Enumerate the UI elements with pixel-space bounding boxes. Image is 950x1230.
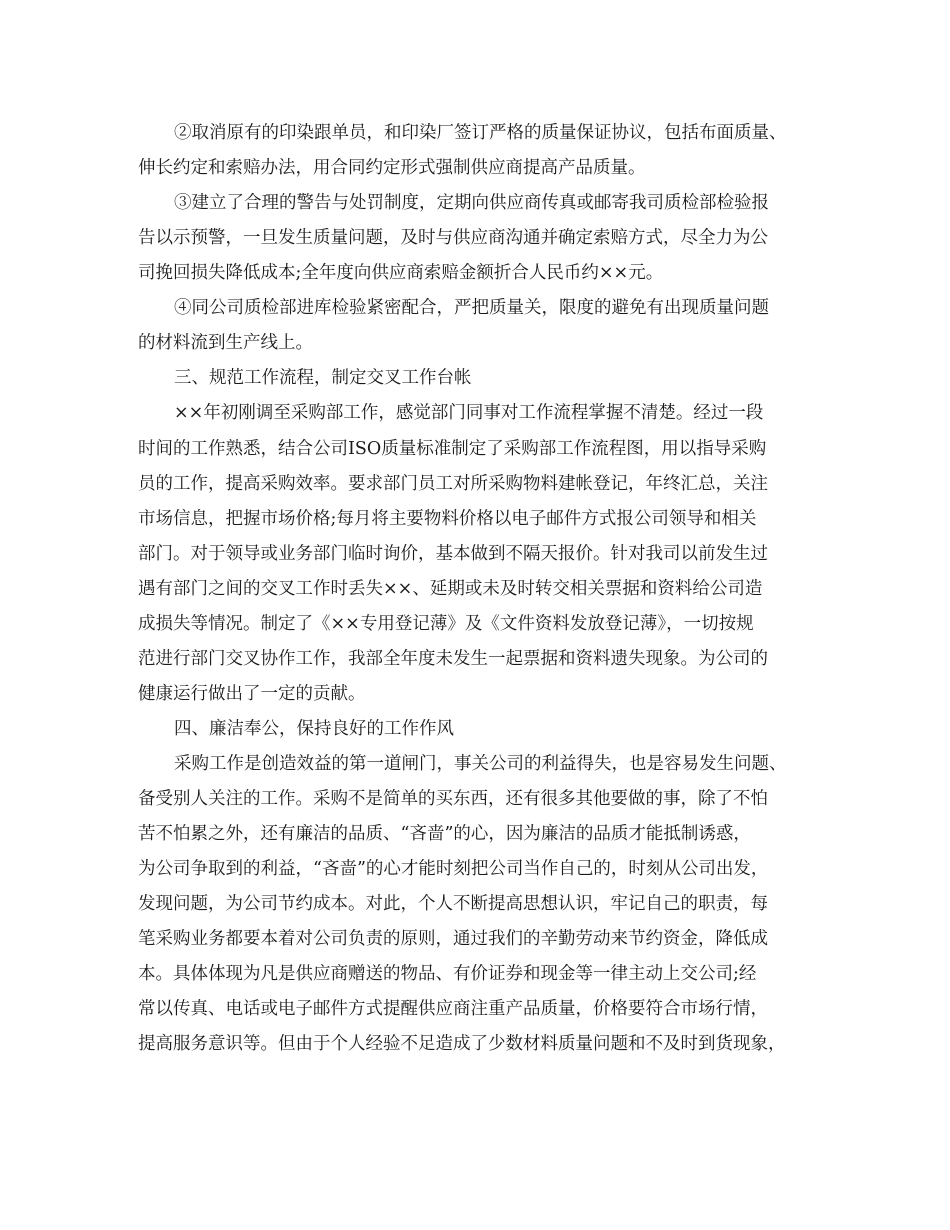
text-line-content: 本。具体体现为凡是供应商赠送的物品、有价证券和现金等一律主动上交公司;经 bbox=[138, 964, 757, 984]
text-line-content: 发现问题，为公司节约成本。对此，个人不断提高思想认识，牢记自己的职责，每 bbox=[138, 894, 768, 914]
text-line bbox=[0, 187, 950, 219]
text-line-content: 笔采购业务都要本着对公司负责的原则，通过我们的辛勤劳动来节约资金，降低成 bbox=[138, 929, 768, 949]
text-line-content: 司挽回损失降低成本;全年度向供应商索赔金额折合人民币约××元。 bbox=[138, 263, 664, 283]
text-line bbox=[0, 573, 950, 605]
text-line bbox=[0, 222, 950, 254]
text-line-content: ③建立了合理的警告与处罚制度，定期向供应商传真或邮寄我司质检部检验报 bbox=[174, 193, 769, 213]
text-line bbox=[0, 993, 950, 1025]
text-line bbox=[0, 257, 950, 289]
text-line-content: 成损失等情况。制定了《××专用登记薄》及《文件资料发放登记薄》，一切按规 bbox=[138, 614, 754, 634]
text-line-content: ④同公司质检部进库检验紧密配合，严把质量关，限度的避免有出现质量问题 bbox=[174, 298, 769, 318]
text-line bbox=[0, 503, 950, 535]
text-line-content: 时间的工作熟悉，结合公司ISO质量标准制定了采购部工作流程图，用以指导采购 bbox=[138, 439, 767, 459]
text-line bbox=[0, 678, 950, 710]
text-line-content: ②取消原有的印染跟单员，和印染厂签订严格的质量保证协议，包括布面质量、 bbox=[174, 123, 787, 143]
text-line-content: 市场信息，把握市场价格;每月将主要物料价格以电子邮件方式报公司领导和相关 bbox=[138, 509, 757, 529]
text-line-content: 健康运行做出了一定的贡献。 bbox=[138, 684, 366, 704]
text-line bbox=[0, 888, 950, 920]
text-line-content: 提高服务意识等。但由于个人经验不足造成了少数材料质量问题和不及时到货现象， bbox=[138, 1034, 786, 1054]
text-line bbox=[0, 538, 950, 570]
text-line-content: 部门。对于领导或业务部门临时询价，基本做到不隔天报价。针对我司以前发生过 bbox=[138, 544, 768, 564]
text-line-content: ××年初刚调至采购部工作，感觉部门同事对工作流程掌握不清楚。经过一段 bbox=[174, 403, 764, 423]
section-heading bbox=[0, 362, 950, 394]
text-line bbox=[0, 853, 950, 885]
section-heading-text: 四、廉洁奉公，保持良好的工作作风 bbox=[174, 719, 454, 739]
text-line bbox=[0, 117, 950, 149]
text-line-content: 为公司争取到的利益，“吝啬”的心才能时刻把公司当作自己的，时刻从公司出发， bbox=[138, 859, 769, 879]
section-heading bbox=[0, 713, 950, 745]
text-line-content: 的材料流到生产线上。 bbox=[138, 333, 313, 353]
text-line-content: 告以示预警，一旦发生质量问题，及时与供应商沟通并确定索赔方式，尽全力为公 bbox=[138, 228, 768, 248]
text-line bbox=[0, 923, 950, 955]
text-line-content: 常以传真、电话或电子邮件方式提醒供应商注重产品质量，价格要符合市场行情， bbox=[138, 999, 768, 1019]
text-line bbox=[0, 818, 950, 850]
text-line bbox=[0, 292, 950, 324]
text-line bbox=[0, 433, 950, 465]
text-line-content: 采购工作是创造效益的第一道闸门，事关公司的利益得失，也是容易发生问题、 bbox=[174, 754, 787, 774]
text-line-content: 遇有部门之间的交叉工作时丢失××、延期或未及时转交相关票据和资料给公司造 bbox=[138, 579, 763, 599]
text-line bbox=[0, 643, 950, 675]
text-line bbox=[0, 152, 950, 184]
text-line-content: 备受别人关注的工作。采购不是简单的买东西，还有很多其他要做的事，除了不怕 bbox=[138, 789, 768, 809]
text-line bbox=[0, 748, 950, 780]
text-line-content: 苦不怕累之外，还有廉洁的品质、“吝啬”的心，因为廉洁的品质才能抵制诱惑， bbox=[138, 824, 751, 844]
text-line-content: 员的工作，提高采购效率。要求部门员工对所采购物料建帐登记，年终汇总，关注 bbox=[138, 474, 768, 494]
section-heading-text: 三、规范工作流程，制定交叉工作台帐 bbox=[174, 368, 472, 388]
text-line bbox=[0, 468, 950, 500]
text-line-content: 范进行部门交叉协作工作，我部全年度未发生一起票据和资料遗失现象。为公司的 bbox=[138, 649, 768, 669]
text-line bbox=[0, 327, 950, 359]
text-line bbox=[0, 608, 950, 640]
text-line bbox=[0, 783, 950, 815]
text-line bbox=[0, 397, 950, 429]
text-line-content: 伸长约定和索赔办法，用合同约定形式强制供应商提高产品质量。 bbox=[138, 158, 646, 178]
text-line bbox=[0, 958, 950, 990]
text-line bbox=[0, 1028, 950, 1060]
